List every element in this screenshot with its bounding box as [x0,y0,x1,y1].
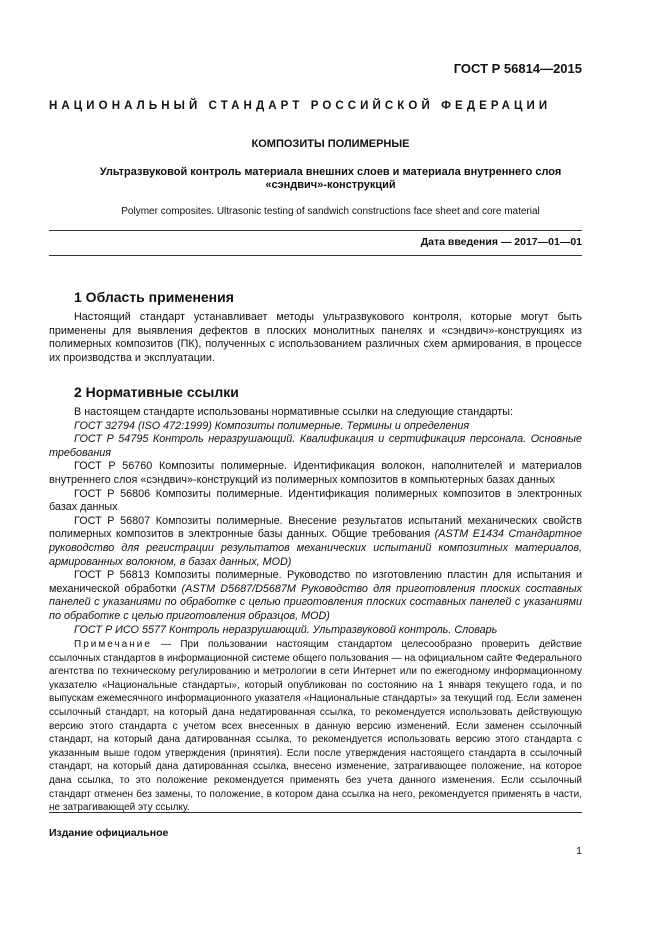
document-subtitle [60,166,601,192]
reference-56813-title: ГОСТ Р 56813 Композиты полимерные. Руководство по изготовлению пластин для испытания и механической обработки [49,569,582,595]
reference-gost-r-56806: ГОСТ Р 56806 Композиты полимерные. Идентификация полимерных композитов в электронных базах данных [49,487,582,514]
national-standard-heading: НАЦИОНАЛЬНЫЙ СТАНДАРТ РОССИЙСКОЙ ФЕДЕРАЦИИ [49,100,552,112]
section-1-paragraph: Настоящий стандарт устанавливает методы ультразвукового контроля, которые могут быть применены для выявления дефектов в плоских монолитных панелях и «сэндвич»-конструкциях из полимерных композитов (ПК), полученных с использованием различных схем армирования, в процессе их производства и эксплуатации. [49,311,582,364]
english-title: Polymer composites. Ultrasonic testing of sandwich constructions face sheet and core material [121,206,540,217]
page-number: 1 [576,845,582,857]
section-1-heading: 1 Область применения [74,289,234,305]
note-paragraph [49,638,582,815]
document-title: КОМПОЗИТЫ ПОЛИМЕРНЫЕ [251,138,410,150]
reference-gost-r-54795: ГОСТ Р 54795 Контроль неразрушающий. Квалификация и сертификация персонала. Основные требования [49,433,582,459]
introduction-date: Дата введения — 2017—01—01 [420,236,582,248]
reference-gost-r-56813 [49,569,582,623]
section-2-body [49,406,582,637]
reference-56807-astm: (ASTM E1434 Стандартное руководство для регистрации результатов механических испытаний композитных материалов, армированных волокном, в базах данных, MOD) [49,528,582,568]
section-2-heading: 2 Нормативные ссылки [74,384,239,400]
references-intro: В настоящем стандарте использованы нормативные ссылки на следующие стандарты: [74,406,513,418]
subtitle-line-2: «сэндвич»-конструкций [265,179,396,191]
document-number: ГОСТ Р 56814—2015 [453,61,582,76]
reference-56807-title: ГОСТ Р 56807 Композиты полимерные. Внесение результатов испытаний механических свойств полимерных композитов в электронные базы данных. Общие требования [49,514,582,541]
date-divider [49,255,582,256]
note-label: Примечание [74,639,152,650]
reference-gost-r-iso-5577: ГОСТ Р ИСО 5577 Контроль неразрушающий. Ультразвуковой контроль. Словарь [74,623,498,636]
section-1-body [49,311,582,365]
references-note [49,638,582,815]
reference-gost-r-56807 [49,515,582,569]
reference-gost-r-56760: ГОСТ Р 56760 Композиты полимерные. Идентификация волокон, наполнителей и материалов внутреннего слоя «сэндвич»-конструкций из полимерных композитов в компьютерных базах данных [49,460,582,486]
reference-gost-32794: ГОСТ 32794 (ISO 472:1999) Композиты полимерные. Термины и определения [74,419,470,432]
official-edition-label: Издание официальное [49,827,169,839]
note-text: — При пользовании настоящим стандартом целесообразно проверить действие ссылочных стандартов в информационной системе общего пользования — на официальном сайте Федерального агентства по техническому регулированию и метрологии в сети Интернет или по ежегодному информационному указателю «Национальные стандарты», который опубликован по состоянию на 1 января текущего года, и по выпускам ежемесячного информационного указателя «Национальные стандарты» за текущий год. Если заменен ссылочный стандарт, на который дана недатированная ссылка, то рекомендуется использовать действующую версию этого стандарта с учетом всех внесенных в данную версию изменений. Если заменен ссылочный стандарт, на который дана датированная ссылка, то рекомендуется использовать версию этого стандарта с указанным выше годом утверждения (принятия). Если после утверждения настоящего стандарта в ссылочный стандарт, на который дана датированная ссылка, внесено изменение, затрагивающее положение, на которое дана ссылка, то это положение рекомендуется применять без учета данного изменения. Если ссылочный стандарт отменен без замены, то положение, в котором дана ссылка на него, рекомендуется применять в части, не затрагивающей эту ссылку. [49,639,582,814]
title-divider [49,230,582,231]
reference-56813-astm: (ASTM D5687/D5687M Руководство для приготовления плоских составных панелей с указаниями по обработке с целью приготовления плоских составных панелей с указаниями по обработке с целью приготовления образцов, MOD) [49,582,582,622]
footer-divider [49,812,582,813]
subtitle-line-1: Ультразвуковой контроль материала внешних слоев и материала внутреннего слоя [99,166,562,178]
